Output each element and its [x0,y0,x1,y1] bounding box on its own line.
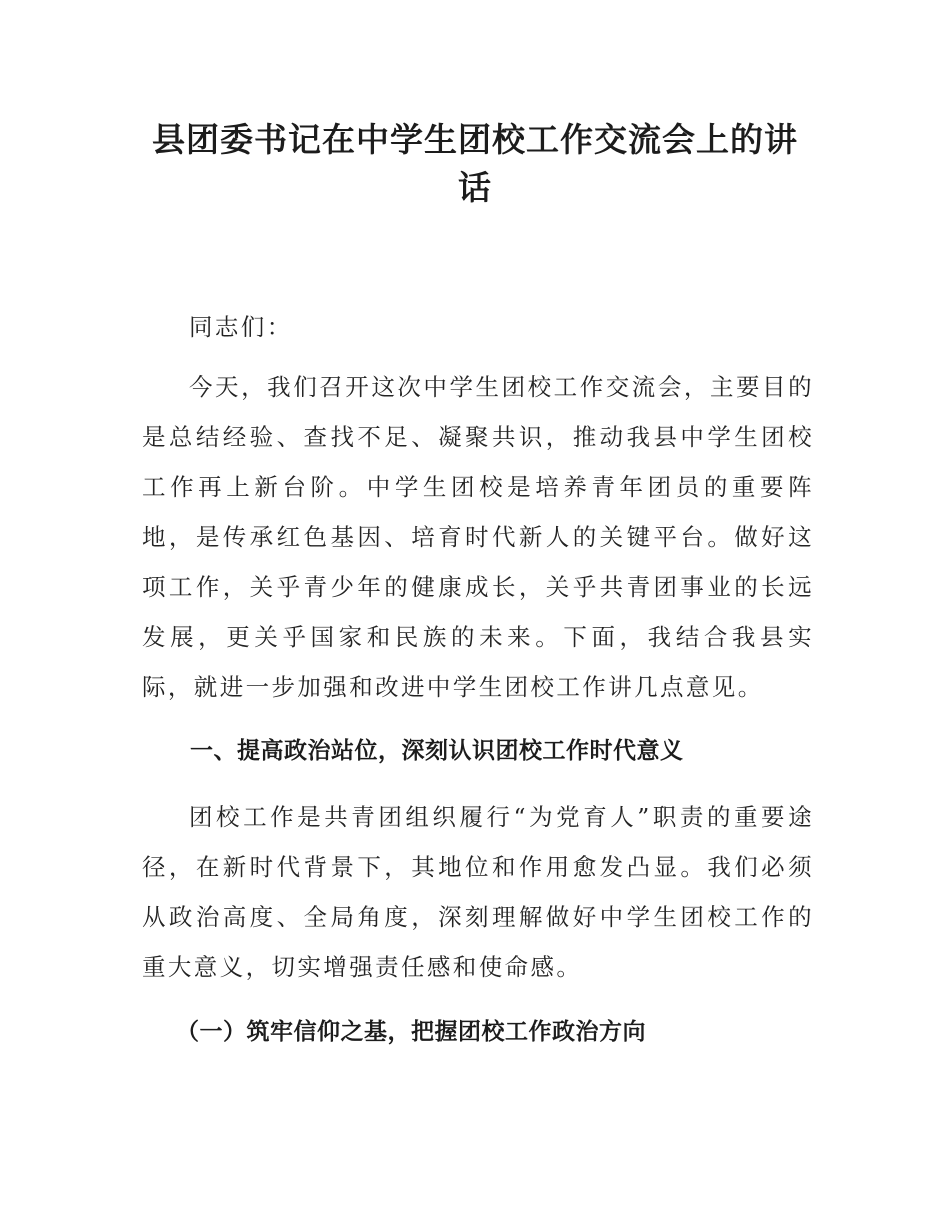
section-1-heading: 一、提高政治站位，深刻认识团校工作时代意义 [190,738,684,764]
section-1-paragraph: 团校工作是共青团组织履行“为党育人”职责的重要途径，在新时代背景下，其地位和作用愈发凸显。我们必须从政治高度、全局角度，深刻理解做好中学生团校工作的重大意义，切实增强责任感和使命感。 [142,803,814,981]
intro-paragraph: 今天，我们召开这次中学生团校工作交流会，主要目的是总结经验、查找不足、凝聚共识，推动我县中学生团校工作再上新台阶。中学生团校是培养青年团员的重要阵地，是传承红色基因、培育时代新人的关键平台。做好这项工作，关乎青少年的健康成长，关乎共青团事业的长远发展，更关乎国家和民族的未来。下面，我结合我县实际，就进一步加强和改进中学生团校工作讲几点意见。 [142,373,814,701]
subsection-1-heading: （一）筑牢信仰之基，把握团校工作政治方向 [176,1019,646,1045]
salutation: 同志们： [189,313,293,341]
document-title: 县团委书记在中学生团校工作交流会上的讲话 [152,120,798,207]
